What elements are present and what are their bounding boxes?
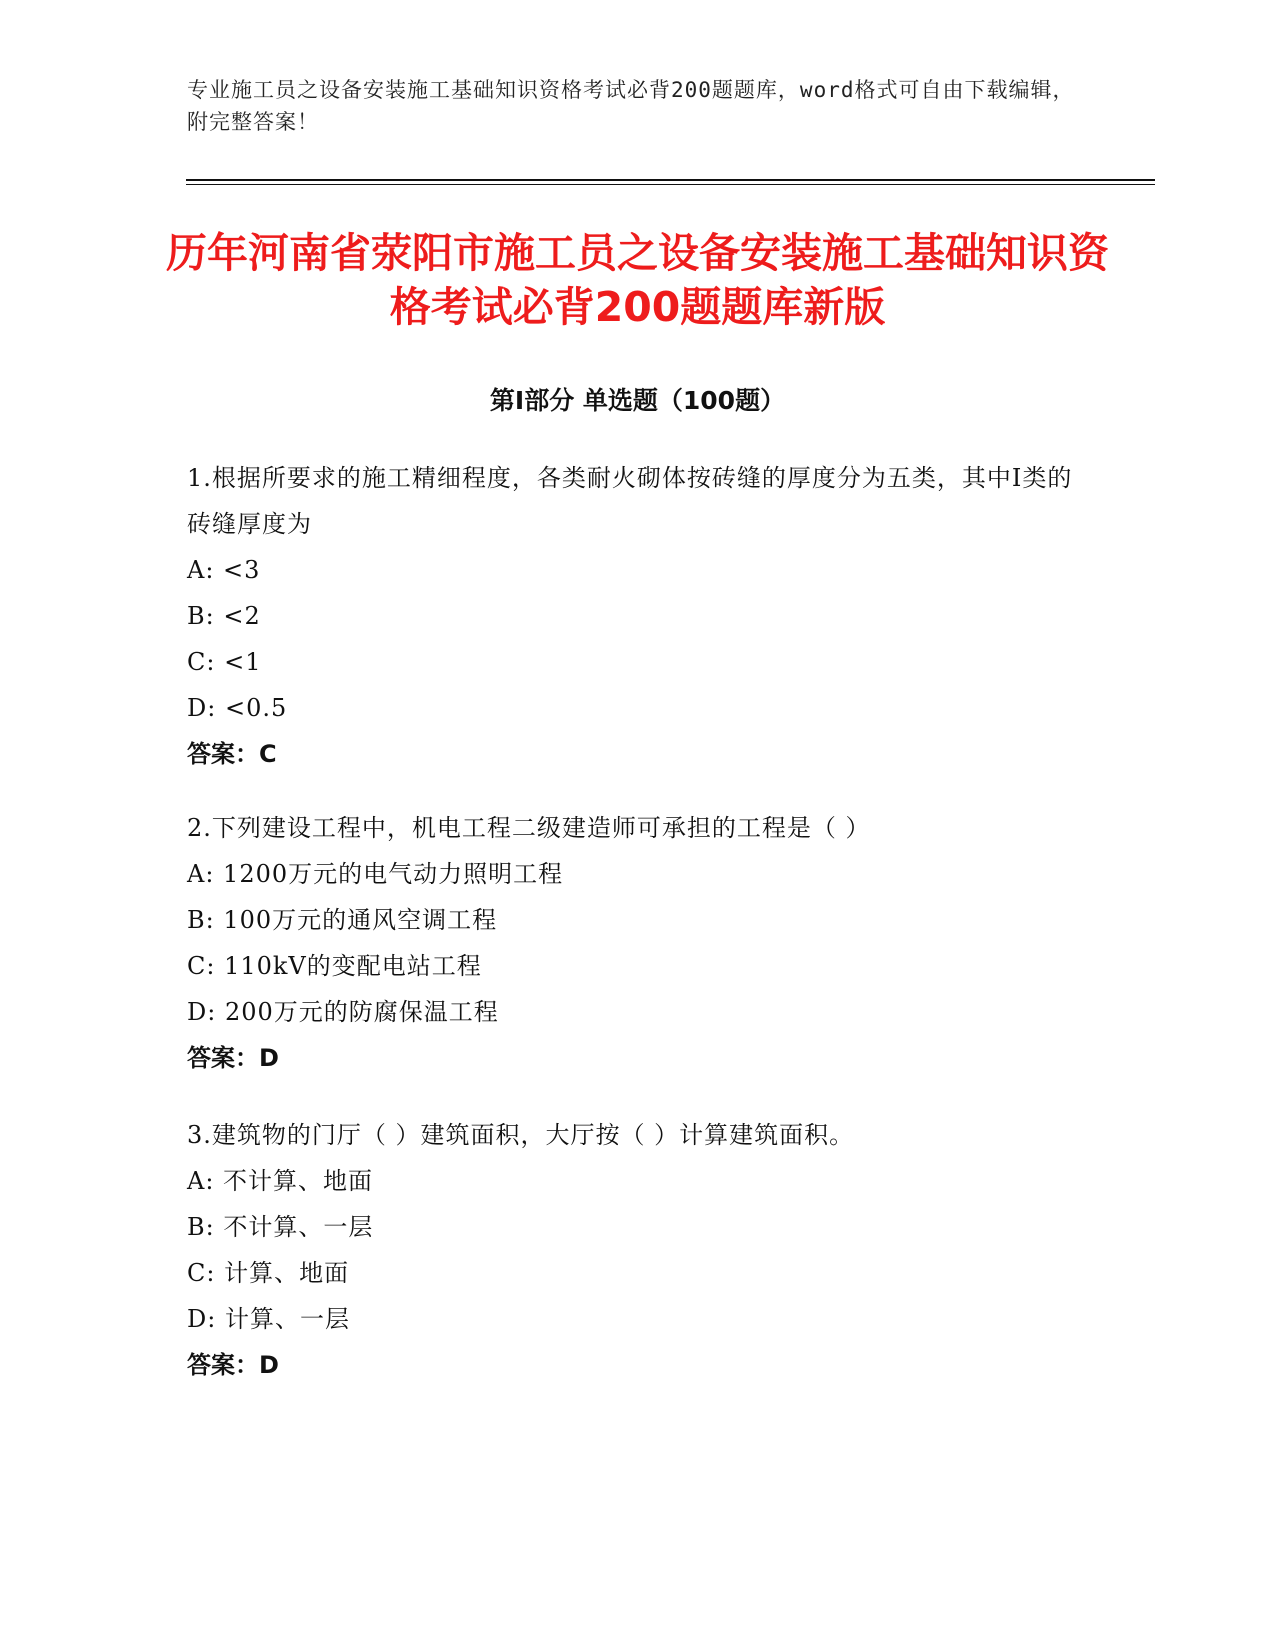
option-a: A: 1200万元的电气动力照明工程 bbox=[187, 860, 564, 888]
answer: 答案：D bbox=[187, 1044, 279, 1072]
option-a: A: <3 bbox=[187, 556, 261, 584]
question-stem: 2.下列建设工程中，机电工程二级建造师可承担的工程是（ ） bbox=[187, 814, 871, 842]
question-stem: 1.根据所要求的施工精细程度，各类耐火砌体按砖缝的厚度分为五类，其中Ⅰ类的砖缝厚度为 bbox=[187, 464, 1073, 538]
option-b: B: 100万元的通风空调工程 bbox=[187, 906, 498, 934]
option-c: C: <1 bbox=[187, 648, 262, 676]
option-d: D: 200万元的防腐保温工程 bbox=[187, 998, 499, 1026]
header-divider-thick bbox=[186, 179, 1155, 181]
option-b: B: 不计算、一层 bbox=[187, 1213, 374, 1241]
option-b: B: <2 bbox=[187, 602, 261, 630]
option-c: C: 计算、地面 bbox=[187, 1259, 350, 1287]
question-3 bbox=[187, 1112, 1087, 1388]
document-title: 历年河南省荥阳市施工员之设备安装施工基础知识资格考试必背200题题库新版 bbox=[166, 229, 1109, 331]
option-a: A: 不计算、地面 bbox=[187, 1167, 374, 1195]
option-d: D: 计算、一层 bbox=[187, 1305, 350, 1333]
question-2 bbox=[187, 805, 1087, 1081]
question-1 bbox=[187, 455, 1087, 777]
option-d: D: <0.5 bbox=[187, 694, 288, 722]
header-note: 专业施工员之设备安装施工基础知识资格考试必背200题题库，word格式可自由下载编辑，附完整答案！ bbox=[187, 78, 1075, 134]
option-c: C: 110kV的变配电站工程 bbox=[187, 952, 482, 980]
header-divider-thin bbox=[186, 184, 1155, 185]
answer: 答案：C bbox=[187, 740, 277, 768]
section-title: 第Ⅰ部分 单选题（100题） bbox=[489, 386, 786, 415]
answer: 答案：D bbox=[187, 1351, 279, 1379]
question-stem: 3.建筑物的门厅（ ）建筑面积，大厅按（ ）计算建筑面积。 bbox=[187, 1121, 855, 1149]
